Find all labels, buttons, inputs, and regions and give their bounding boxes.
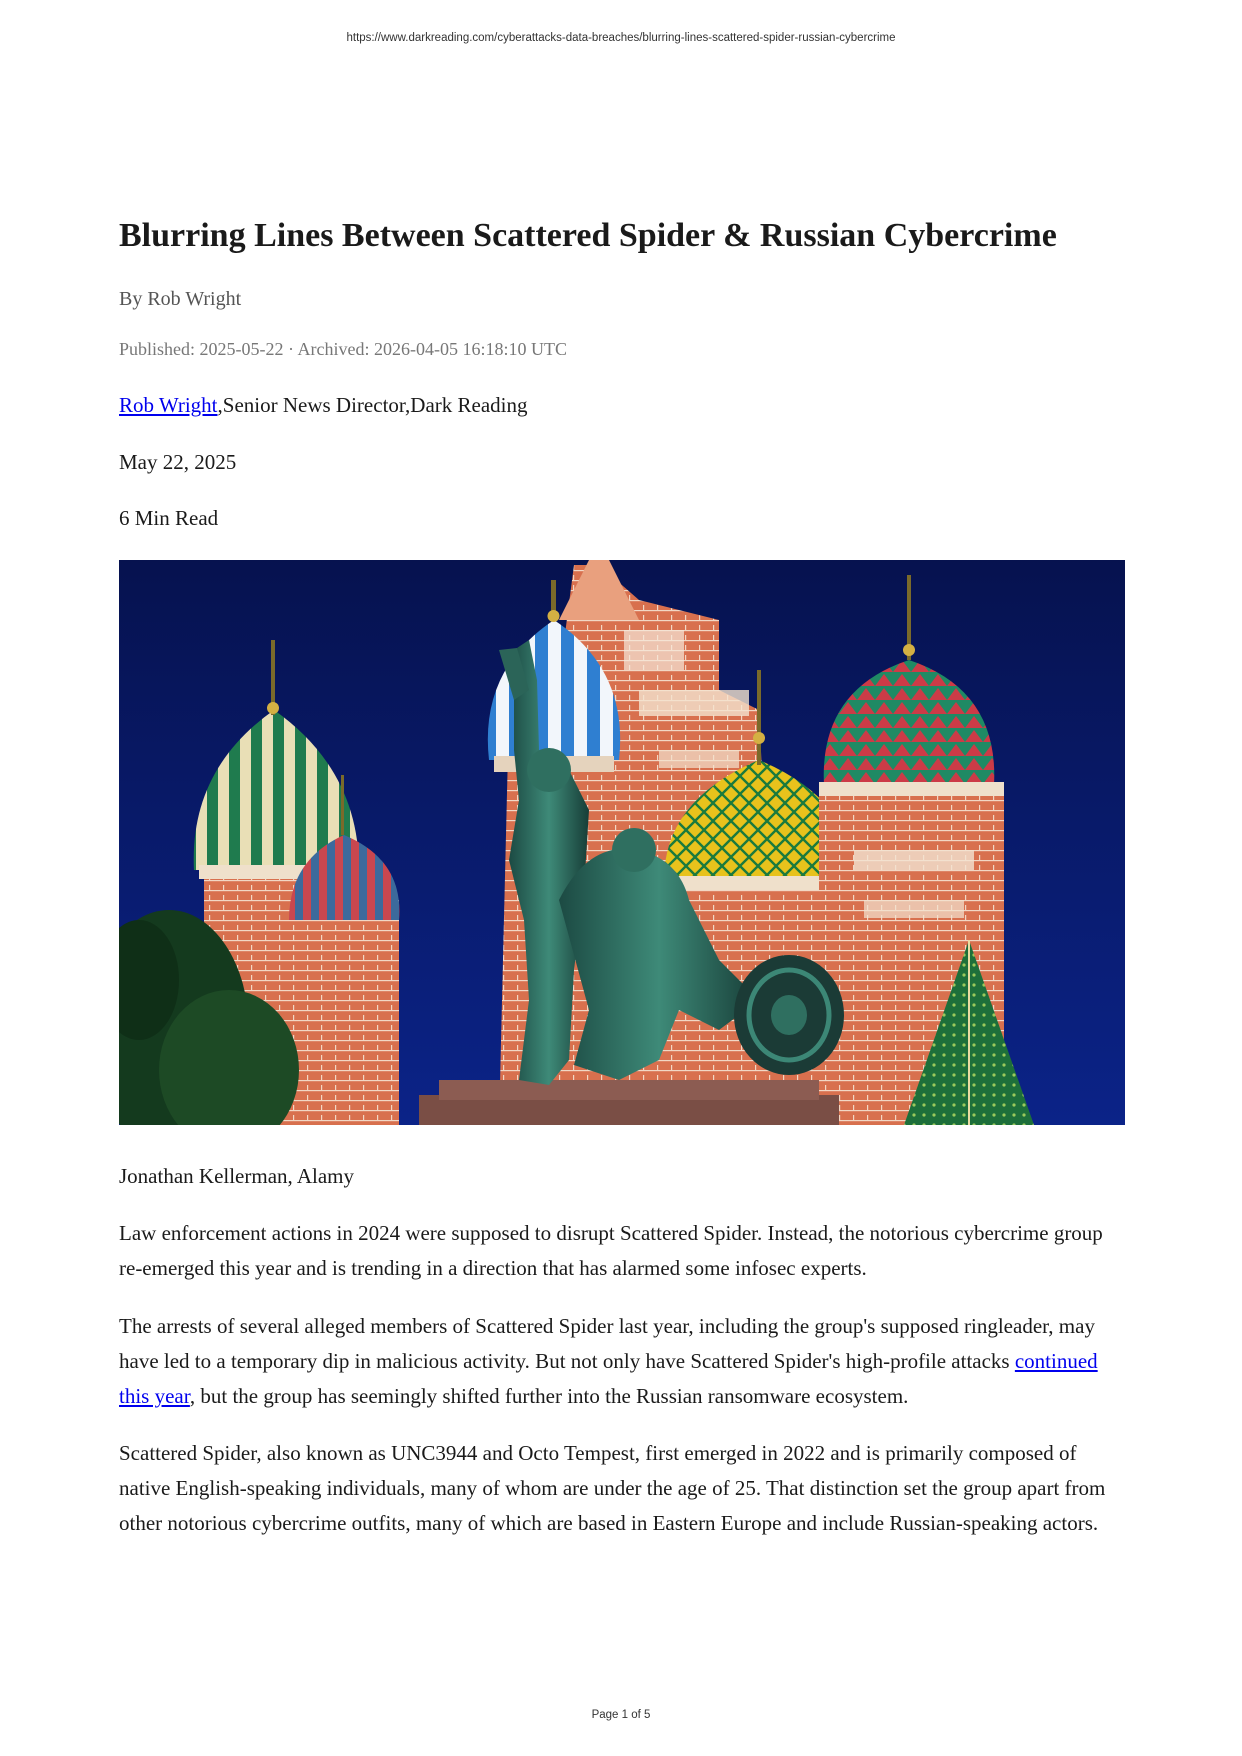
- paragraph-2-text-before: The arrests of several alleged members of Scattered Spider last year, including the group's supposed ringleader, may have led to a temporary dip in malicious activity. But not only have Scattered Spider's high-profile attacks: [119, 1314, 1095, 1373]
- page-indicator: Page 1 of 5: [591, 1709, 651, 1721]
- publish-archive-meta: Published: 2025-05-22 · Archived: 2026-04-05 16:18:10 UTC: [119, 339, 567, 359]
- article-date: May 22, 2025: [119, 450, 237, 474]
- continued-this-year-link[interactable]: continued this year: [119, 1349, 1098, 1408]
- read-time: 6 Min Read: [119, 506, 219, 530]
- article-title: Blurring Lines Between Scattered Spider & Russian Cybercrime: [119, 217, 1057, 254]
- paragraph-2-text-after: , but the group has seemingly shifted further into the Russian ransomware ecosystem.: [189, 1384, 909, 1408]
- paragraph-1: Law enforcement actions in 2024 were supposed to disrupt Scattered Spider. Instead, the notorious cybercrime group re-emerged this year and is trending in a direction that has alarmed some infosec experts.: [119, 1221, 1103, 1280]
- author-line: [119, 393, 528, 418]
- author-link[interactable]: Rob Wright: [119, 393, 218, 417]
- paragraph-3: Scattered Spider, also known as UNC3944 and Octo Tempest, first emerged in 2022 and is primarily composed of native English-speaking individuals, many of whom are under the age of 25. That distinction set the group apart from other notorious cybercrime outfits, many of which are based in Eastern Europe and include Russian-speaking actors.: [119, 1441, 1106, 1535]
- hero-image: [119, 560, 1125, 1125]
- source-url: https://www.darkreading.com/cyberattacks-data-breaches/blurring-lines-scattered-spider-russian-cybercrime: [346, 32, 896, 44]
- byline: By Rob Wright: [119, 288, 242, 310]
- author-role: ,Senior News Director,Dark Reading: [217, 393, 528, 417]
- image-caption: Jonathan Kellerman, Alamy: [119, 1164, 355, 1188]
- paragraph-2: [119, 1309, 1125, 1414]
